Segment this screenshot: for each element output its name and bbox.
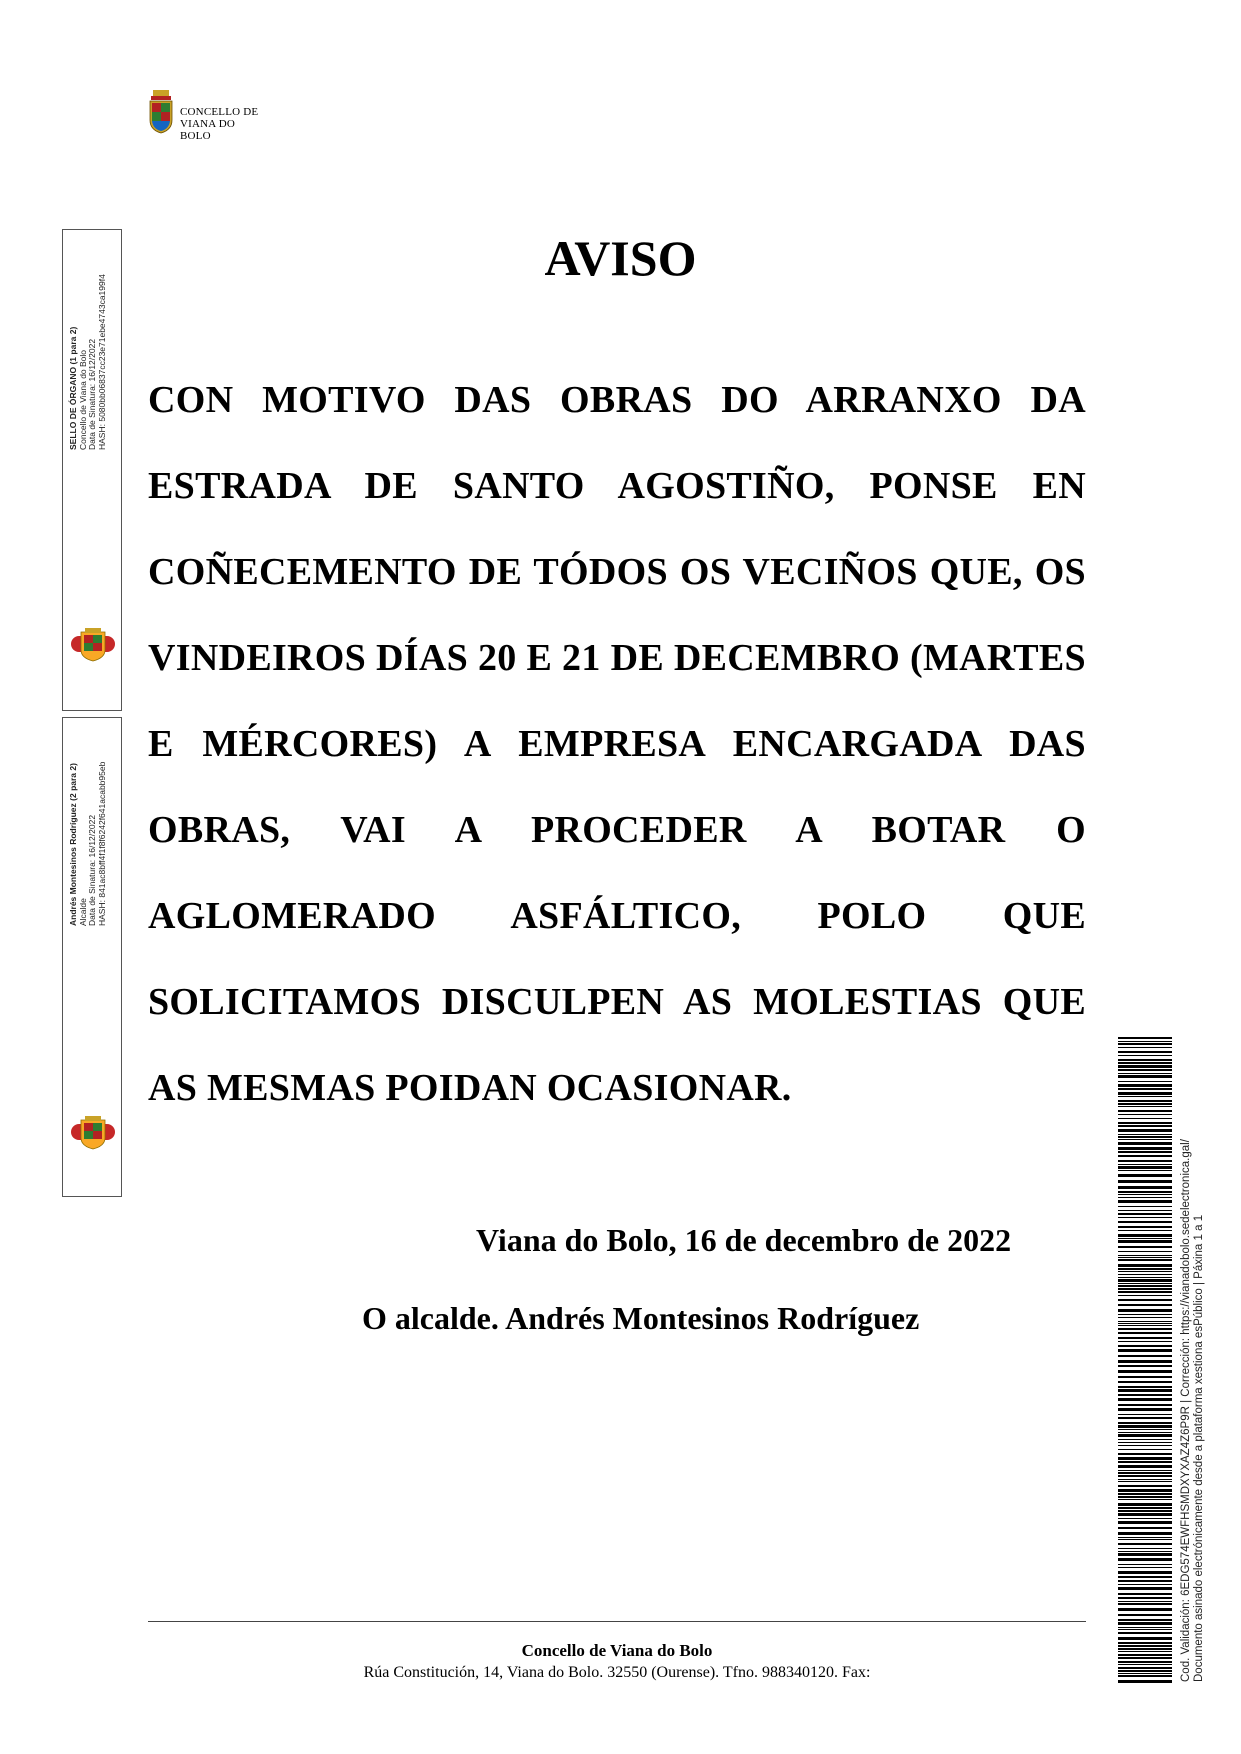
barcode-bar [1118, 1073, 1172, 1074]
barcode-bar [1118, 1434, 1172, 1437]
barcode-bar [1118, 1084, 1172, 1087]
barcode-bar [1118, 1558, 1172, 1561]
barcode-bar [1118, 1129, 1172, 1132]
barcode-bar [1118, 1337, 1172, 1339]
signature-stamp-organ [62, 229, 122, 711]
barcode-bar [1118, 1398, 1172, 1401]
barcode-bar [1118, 1449, 1172, 1450]
barcode-bar [1118, 1238, 1172, 1239]
barcode-bar [1118, 1147, 1172, 1150]
barcode-bar [1118, 1279, 1172, 1282]
barcode-bar [1118, 1584, 1172, 1585]
barcode-bar [1118, 1160, 1172, 1162]
barcode-bar [1118, 1259, 1172, 1261]
barcode-bar [1118, 1271, 1172, 1272]
barcode-bar [1118, 1527, 1172, 1529]
barcode-bar [1118, 1627, 1172, 1628]
barcode-bar [1118, 1069, 1172, 1071]
barcode-bar [1118, 1274, 1172, 1275]
barcode-bar [1118, 1673, 1172, 1674]
barcode-bar [1118, 1106, 1172, 1107]
barcode-bar [1118, 1268, 1172, 1270]
barcode-bar [1118, 1206, 1172, 1207]
barcode-bar [1118, 1255, 1172, 1256]
signature-hash: HASH: 5080bb06837cc23e71ebe4743ca199f4 [96, 274, 107, 450]
barcode-bar [1118, 1328, 1172, 1330]
barcode-bar [1118, 1164, 1172, 1165]
barcode-bar [1118, 1657, 1172, 1659]
barcode-bar [1118, 1360, 1172, 1363]
signature-stamp-text [69, 762, 107, 926]
barcode-bar [1118, 1510, 1172, 1512]
barcode-bar [1118, 1194, 1172, 1195]
barcode-bar [1118, 1264, 1172, 1267]
barcode-bar [1118, 1043, 1172, 1045]
barcode-bar [1118, 1251, 1172, 1252]
barcode-bar [1118, 1619, 1172, 1621]
barcode-bar [1118, 1461, 1172, 1463]
signature-line: Alcalde [77, 898, 88, 926]
barcode-bar [1118, 1314, 1172, 1315]
signature-line: Concello de Viana do Bolo [77, 349, 88, 450]
barcode-bar [1118, 1155, 1172, 1157]
signature-title: SELLO DE ÓRGANO (1 para 2) [68, 326, 78, 450]
barcode-bar [1118, 1110, 1172, 1112]
validation-line-2: Documento asinado electrónicamente desde a plataforma xestiona esPúblico | Páxina 1 a 1 [1193, 1214, 1205, 1682]
barcode-bar [1118, 1457, 1172, 1460]
barcode-bar [1118, 1295, 1172, 1296]
barcode-bar [1118, 1485, 1172, 1487]
barcode-bar [1118, 1291, 1172, 1293]
barcode-bar [1118, 1642, 1172, 1644]
barcode-bar [1118, 1629, 1172, 1630]
barcode-bar [1118, 1645, 1172, 1647]
barcode-bar [1118, 1345, 1172, 1347]
barcode-bar [1118, 1103, 1172, 1105]
barcode-bar [1118, 1355, 1172, 1357]
barcode-bar [1118, 1125, 1172, 1127]
barcode-bar [1118, 1118, 1172, 1119]
barcode-bar [1118, 1134, 1172, 1135]
barcode-bar [1118, 1567, 1172, 1568]
barcode-bar [1118, 1055, 1172, 1056]
barcode-bar [1118, 1226, 1172, 1228]
barcode-bar [1118, 1317, 1172, 1318]
barcode-bar [1118, 1670, 1172, 1672]
barcode-bar [1118, 1100, 1172, 1102]
signature-date: Data de Sinatura: 16/12/2022 [87, 338, 97, 450]
barcode-bar [1118, 1439, 1172, 1440]
coat-of-arms-icon [148, 90, 174, 134]
barcode-bar [1118, 1285, 1172, 1287]
signature-stamp-mayor [62, 717, 122, 1197]
barcode-bar [1118, 1414, 1172, 1415]
barcode-bar [1118, 1200, 1172, 1203]
barcode-bar [1118, 1174, 1172, 1177]
barcode-bar [1118, 1432, 1172, 1433]
barcode-bar [1118, 1587, 1172, 1590]
barcode-bar [1118, 1122, 1172, 1124]
barcode-bar [1118, 1632, 1172, 1634]
barcode-bar [1118, 1394, 1172, 1396]
barcode-bar [1118, 1521, 1172, 1524]
barcode-bar [1118, 1601, 1172, 1602]
barcode-bar [1118, 1325, 1172, 1326]
barcode-bar [1118, 1197, 1172, 1198]
barcode-bar [1118, 1191, 1172, 1193]
barcode-bar [1118, 1539, 1172, 1540]
barcode-bar [1118, 1664, 1172, 1665]
barcode-bar [1118, 1365, 1172, 1367]
barcode-bar [1118, 1470, 1172, 1471]
barcode-bar [1118, 1349, 1172, 1352]
barcode-bar [1118, 1675, 1172, 1677]
barcode-bar [1118, 1603, 1172, 1605]
barcode-bar [1118, 1608, 1172, 1611]
signature-stamp-text [69, 274, 107, 450]
barcode-bar [1118, 1513, 1172, 1516]
barcode-bar [1118, 1210, 1172, 1211]
barcode-bar [1118, 1548, 1172, 1549]
barcode-bar [1118, 1614, 1172, 1616]
barcode-bar [1118, 1180, 1172, 1183]
barcode-bar [1118, 1475, 1172, 1477]
barcode-bar [1118, 1576, 1172, 1578]
barcode-bar [1118, 1543, 1172, 1545]
barcode-bar [1118, 1551, 1172, 1552]
barcode-bar [1118, 1422, 1172, 1424]
barcode-bar [1118, 1139, 1172, 1140]
barcode-bar [1118, 1503, 1172, 1506]
barcode-bar [1118, 1240, 1172, 1243]
barcode-bar [1118, 1425, 1172, 1428]
barcode-bar [1118, 1088, 1172, 1090]
barcode-bar [1118, 1221, 1172, 1223]
signer-line: O alcalde. Andrés Montesinos Rodríguez [362, 1300, 920, 1336]
barcode-icon [1118, 1037, 1172, 1685]
document-title: AVISO [544, 230, 697, 286]
barcode-bar [1118, 1037, 1172, 1039]
barcode-bar [1118, 1234, 1172, 1237]
barcode-bar [1118, 1472, 1172, 1474]
barcode-bar [1118, 1648, 1172, 1650]
barcode-bar [1118, 1417, 1172, 1419]
barcode-bar [1118, 1518, 1172, 1519]
barcode-bar [1118, 1381, 1172, 1383]
barcode-bar [1118, 1680, 1172, 1683]
barcode-bar [1118, 1065, 1172, 1068]
barcode-bar [1118, 1062, 1172, 1064]
barcode-bar [1118, 1667, 1172, 1669]
footer-organization: Concello de Viana do Bolo [521, 1641, 713, 1660]
barcode-bar [1118, 1386, 1172, 1388]
barcode-bar [1118, 1341, 1172, 1342]
barcode-bar [1118, 1564, 1172, 1565]
barcode-bar [1118, 1404, 1172, 1406]
place-date: Viana do Bolo, 16 de decembro de 2022 [476, 1222, 1012, 1258]
barcode-bar [1118, 1213, 1172, 1215]
signature-hash: HASH: 841ac8bff4f1f8f6242f641acabb95eb [96, 761, 107, 926]
barcode-bar [1118, 1571, 1172, 1574]
barcode-bar [1118, 1637, 1172, 1640]
barcode-bar [1118, 1309, 1172, 1312]
barcode-bar [1118, 1230, 1172, 1231]
barcode-bar [1118, 1332, 1172, 1334]
barcode-bar [1118, 1323, 1172, 1324]
barcode-bar [1118, 1081, 1172, 1082]
barcode-bar [1118, 1321, 1172, 1322]
logo-line-2: VIANA DO BOLO [180, 118, 236, 142]
barcode-bar [1118, 1537, 1172, 1538]
barcode-bar [1118, 1507, 1172, 1509]
barcode-bar [1118, 1246, 1172, 1248]
barcode-bar [1118, 1277, 1172, 1278]
barcode-bar [1118, 1304, 1172, 1306]
barcode-bar [1118, 1445, 1172, 1446]
barcode-bar [1118, 1593, 1172, 1595]
barcode-bar [1118, 1442, 1172, 1443]
barcode-bar [1118, 1142, 1172, 1145]
logo-line-1: CONCELLO DE [180, 106, 259, 118]
barcode-bar [1118, 1041, 1172, 1042]
barcode-bar [1118, 1499, 1172, 1500]
barcode-bar [1118, 1186, 1172, 1189]
coat-of-arms-icon [71, 1116, 115, 1150]
barcode-bar [1118, 1532, 1172, 1535]
barcode-bar [1118, 1096, 1172, 1097]
barcode-bar [1118, 1136, 1172, 1138]
barcode-bar [1118, 1597, 1172, 1599]
validation-text [1180, 1139, 1206, 1682]
barcode-bar [1118, 1257, 1172, 1258]
logo-text [180, 106, 268, 142]
signature-title: Andrés Montesinos Rodríguez (2 para 2) [68, 763, 78, 926]
barcode-bar [1118, 1479, 1172, 1480]
barcode-bar [1118, 1166, 1172, 1169]
barcode-bar [1118, 1051, 1172, 1053]
barcode-bar [1118, 1283, 1172, 1284]
concello-logo [148, 90, 268, 142]
validation-line-1: Cod. Validación: 6EDG574EWFHSMDXYXAZ4Z6P9R | Corrección: https://vianadobolo.sedelectronica.gal/ [1180, 1139, 1192, 1682]
barcode-bar [1118, 1481, 1172, 1482]
barcode-bar [1118, 1370, 1172, 1373]
barcode-bar [1118, 1151, 1172, 1153]
barcode-bar [1118, 1493, 1172, 1495]
barcode-bar [1118, 1496, 1172, 1498]
barcode-bar [1118, 1217, 1172, 1218]
barcode-bar [1118, 1059, 1172, 1061]
barcode-bar [1118, 1553, 1172, 1556]
barcode-bar [1118, 1489, 1172, 1492]
barcode-bar [1118, 1288, 1172, 1290]
barcode-bar [1118, 1661, 1172, 1663]
barcode-bar [1118, 1465, 1172, 1468]
barcode-bar [1118, 1408, 1172, 1411]
barcode-bar [1118, 1651, 1172, 1652]
barcode-bar [1118, 1654, 1172, 1656]
barcode-bar [1118, 1429, 1172, 1430]
coat-of-arms-icon [71, 628, 115, 662]
barcode-bar [1118, 1389, 1172, 1392]
barcode-bar [1118, 1114, 1172, 1115]
barcode-bar [1118, 1047, 1172, 1048]
footer-divider [148, 1621, 1086, 1622]
barcode-bar [1118, 1622, 1172, 1625]
barcode-bar [1118, 1092, 1172, 1095]
barcode-bar [1118, 1299, 1172, 1301]
barcode-bar [1118, 1453, 1172, 1455]
barcode-bar [1118, 1075, 1172, 1078]
footer-address: Rúa Constitución, 14, Viana do Bolo. 32550 (Ourense). Tfno. 988340120. Fax: [363, 1664, 871, 1681]
barcode-bar [1118, 1580, 1172, 1582]
barcode-bar [1118, 1376, 1172, 1378]
notice-body: CON MOTIVO DAS OBRAS DO ARRANXO DA ESTRADA DE SANTO AGOSTIÑO, PONSE EN COÑECEMENTO DE TÓDOS OS VECIÑOS QUE, OS VINDEIROS DÍAS 20 E 21 DE DECEMBRO (MARTES E MÉRCORES) A EMPRESA ENCARGADA DAS OBRAS, VAI A PROCEDER A BOTAR O AGLOMERADO ASFÁLTICO, POLO QUE SOLICITAMOS DISCULPEN AS MOLESTIAS QUE AS MESMAS POIDAN OCASIONAR. [148, 379, 1086, 1109]
signature-date: Data de Sinatura: 16/12/2022 [87, 814, 97, 926]
barcode-bar [1118, 1170, 1172, 1171]
